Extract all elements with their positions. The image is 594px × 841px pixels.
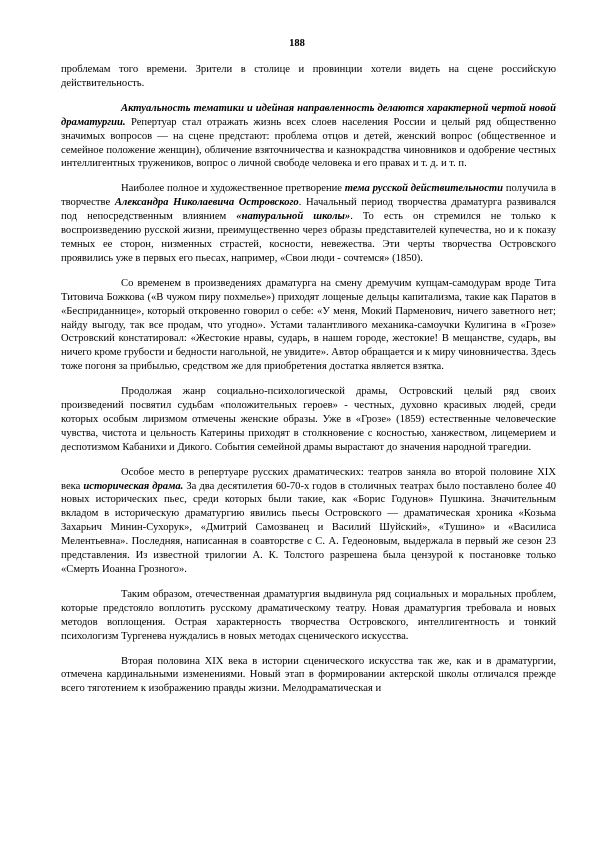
paragraph-8 <box>61 655 556 697</box>
paragraph-text: Вторая половина XIX века в истории сценического искусства так же, как и в драматургии, отмечена кардинальными изменениями. Новый этап в формировании актерской школы отличался прежде всего тяготением к изображению правды жизни. Мелодраматическая и <box>61 655 556 695</box>
paragraph-text: проблемам того времени. Зрители в столице и провинции хотели видеть на сцене российскую действительность. <box>61 64 556 89</box>
paragraph-text: получила в творчестве <box>61 183 556 209</box>
paragraph-4 <box>61 277 556 374</box>
emphasis-text: историческая драма. <box>83 480 184 492</box>
paragraph-text: Репертуар стал отражать жизнь всех слоев населения России и целый ряд общественно значимых вопросов — на сцене предстают: проблема отцов и детей, женский вопрос (общественное и семейное положение женщин), обличение взяточничества и казнокрадства чиновников и одобрение честных интеллигентных тружеников, вопрос о личной свободе человека и его правах и т. д. и т. п. <box>61 116 556 170</box>
emphasis-text: Актуальность тематики и идейная направленность делаются характерной чертой новой драматургии. <box>61 102 556 128</box>
paragraph-5 <box>61 385 556 455</box>
emphasis-text: Александра Николаевича Островского <box>114 197 299 209</box>
paragraph-7 <box>61 588 556 644</box>
paragraph-3 <box>61 182 556 265</box>
paragraph-2 <box>61 102 556 172</box>
paragraph-text: Таким образом, отечественная драматургия выдвинула ряд социальных и моральных проблем, которые предстояло воплотить русскому драматическому театру. Новая драматургия требовала и новых методов воплощения. Острая характерность творчества Островского, интеллигентность и тонкий психологизм Тургенева нуждались в новых методах сценического искусства. <box>61 588 556 642</box>
paragraph-text: Наиболее полное и художественное претворение <box>121 183 345 195</box>
emphasis-text: тема русской действительности <box>344 183 504 195</box>
emphasis-text: «натуральной школы» <box>236 211 351 223</box>
paragraph-text: . Начальный период творчества драматурга развивался под непосредственным влиянием <box>61 197 556 223</box>
paragraph-1 <box>61 63 556 91</box>
page-body <box>61 63 556 707</box>
paragraph-text: За два десятилетия 60-70-х годов в столичных театрах было поставлено более 40 новых исторических пьес, среди которых были такие, как «Борис Годунов» Пушкина. Значительным вкладом в историческую драматургию явились пьесы Островского — драматическая хроника «Козьма Захарьич Минин-Сухорук», «Дмитрий Самозванец и Василий Шуйский», «Тушино» и «Василиса Мелентьевна». Последняя, написанная в соавторстве с С. А. Гедеоновым, выдержала в первый же сезон 23 представления. Из известной трилогии А. К. Толстого разрешена была цензурой к постановке только «Смерть Иоанна Грозного». <box>61 480 556 575</box>
paragraph-text: Со временем в произведениях драматурга на смену дремучим купцам-самодурам вроде Тита Титовича Божкова («В чужом пиру похмелье») приходят лощеные дельцы капитализма, такие как Паратов в «Бесприданнице», который откровенно говорил о себе: «У меня, Мокий Парменович, ничего заветного нет; найду выгоду, так все продам, что угодно». Устами талантливого механика-самоучки Кулигина в «Грозе» Островский констатировал: «Жестокие нравы, сударь, в нашем городе, жестокие! В мещанстве, сударь, вы ничего кроме грубости и бедности нагольной, не увидите». Автор обращается и к миру чиновничества. Здесь тоже погоня за прибылью, средством же для приобретения достатка является взятка. <box>61 277 556 373</box>
paragraph-6 <box>61 466 556 577</box>
paragraph-text: . То есть он стремился не только к воспроизведению русской жизни, преимущественно через образы представителей купечества, но и к показу темных ее сторон, низменных страстей, косности, невежества. Эти черты творчества Островского проявились уже в первых его пьесах, например, «Свои люди - сочтемся» (1850). <box>61 211 557 264</box>
paragraph-text: Особое место в репертуаре русских драматических: театров заняла во второй половине XIX века <box>61 466 556 492</box>
paragraph-text: Продолжая жанр социально-психологической драмы, Островский целый ряд своих произведений посвятил судьбам «положительных героев» - честных, духовно красивых людей, среди которых особым лиризмом отмечены женские образы. Уже в «Грозе» (1859) естественные человеческие чувства, чистота и цельность Катерины приходят в столкновение с косностью, ханжеством, лицемерием и деспотизмом Кабанихи и Дикого. События семейной драмы вырастают до значения народной трагедии. <box>61 386 556 453</box>
page-number: 188 <box>289 38 305 49</box>
